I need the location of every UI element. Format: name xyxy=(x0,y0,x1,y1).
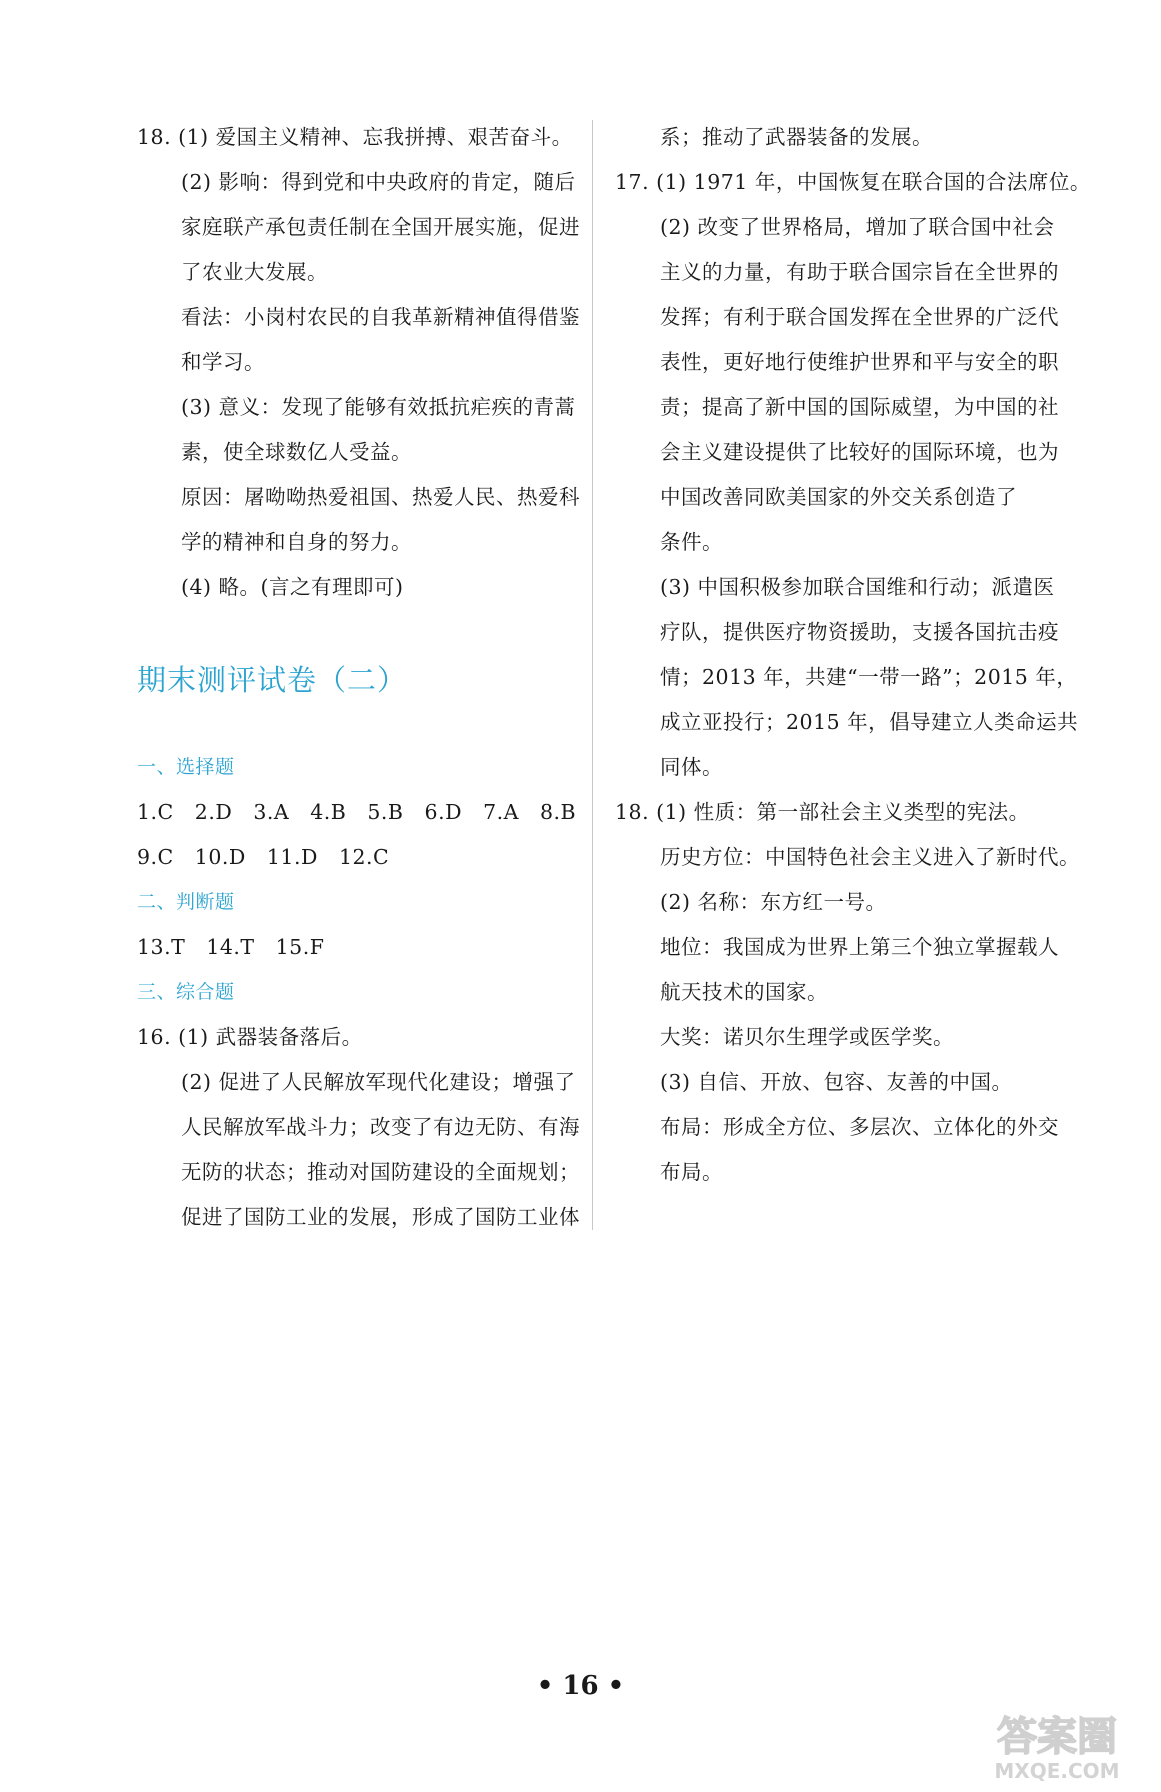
q18-line-8: 素，使全球数亿人受益。 xyxy=(181,440,412,464)
answer: 1.C xyxy=(137,800,174,824)
q18-line-10: 学的精神和自身的努力。 xyxy=(181,530,412,554)
answer: 15.F xyxy=(275,935,325,959)
q17-line-13: 成立亚投行；2015 年，倡导建立人类命运共 xyxy=(660,710,1079,734)
q18b-line-1: 18. (1) 性质：第一部社会主义类型的宪法。 xyxy=(615,800,1030,824)
q18b-line-9: 布局。 xyxy=(660,1160,723,1184)
q17-line-6: 责；提高了新中国的国际威望，为中国的社 xyxy=(660,395,1059,419)
q18-line-6: 和学习。 xyxy=(181,350,265,374)
q18-line-5: 看法：小岗村农民的自我革新精神值得借鉴 xyxy=(181,305,580,329)
choice-answers-row-1 xyxy=(137,797,590,827)
q18b-line-7: (3) 自信、开放、包容、友善的中国。 xyxy=(660,1070,1013,1094)
q18-line-3: 家庭联产承包责任制在全国开展实施，促进 xyxy=(181,215,580,239)
q18b-line-3: (2) 名称：东方红一号。 xyxy=(660,890,887,914)
q16-line-3: 人民解放军战斗力；改变了有边无防、有海 xyxy=(181,1115,580,1139)
choice-answers-row-2 xyxy=(137,842,403,872)
answer: 2.D xyxy=(194,800,233,824)
q16-line-1: 16. (1) 武器装备落后。 xyxy=(137,1025,363,1049)
q18-line-2: (2) 影响：得到党和中央政府的肯定，随后 xyxy=(181,170,576,194)
q17-line-3: 主义的力量，有助于联合国宗旨在全世界的 xyxy=(660,260,1059,284)
answer: 4.B xyxy=(310,800,347,824)
answer: 13.T xyxy=(137,935,186,959)
section-choice-heading: 一、选择题 xyxy=(137,756,235,778)
q18b-line-6: 大奖：诺贝尔生理学或医学奖。 xyxy=(660,1025,954,1049)
section-judge-heading: 二、判断题 xyxy=(137,891,235,913)
answer: 10.D xyxy=(194,845,246,869)
q17-line-8: 中国改善同欧美国家的外交关系创造了 xyxy=(660,485,1017,509)
q18-line-1: 18. (1) 爱国主义精神、忘我拼搏、艰苦奋斗。 xyxy=(137,125,573,149)
watermark-logo-icon xyxy=(962,1706,1152,1784)
q18b-line-2: 历史方位：中国特色社会主义进入了新时代。 xyxy=(660,845,1080,869)
q18-line-9: 原因：屠呦呦热爱祖国、热爱人民、热爱科 xyxy=(181,485,580,509)
q17-line-1: 17. (1) 1971 年，中国恢复在联合国的合法席位。 xyxy=(615,170,1091,194)
q17-line-4: 发挥；有利于联合国发挥在全世界的广泛代 xyxy=(660,305,1059,329)
judge-answers-row xyxy=(137,932,338,962)
q16-line-6: 系；推动了武器装备的发展。 xyxy=(660,125,933,149)
q17-line-9: 条件。 xyxy=(660,530,723,554)
q17-line-12: 情；2013 年，共建“一带一路”；2015 年， xyxy=(660,665,1078,689)
answer: 3.A xyxy=(253,800,290,824)
answer: 6.D xyxy=(424,800,463,824)
column-divider xyxy=(592,120,593,1230)
q17-line-2: (2) 改变了世界格局，增加了联合国中社会 xyxy=(660,215,1055,239)
q16-line-5: 促进了国防工业的发展，形成了国防工业体 xyxy=(181,1205,580,1229)
q17-line-14: 同体。 xyxy=(660,755,723,779)
q17-line-7: 会主义建设提供了比较好的国际环境，也为 xyxy=(660,440,1059,464)
answer: 5.B xyxy=(367,800,404,824)
section-comprehensive-heading: 三、综合题 xyxy=(137,981,235,1003)
q16-line-4: 无防的状态；推动对国防建设的全面规划； xyxy=(181,1160,580,1184)
answer: 14.T xyxy=(206,935,255,959)
answer: 8.B xyxy=(539,800,577,824)
q17-line-5: 表性，更好地行使维护世界和平与安全的职 xyxy=(660,350,1059,374)
q18-line-7: (3) 意义：发现了能够有效抵抗疟疾的青蒿 xyxy=(181,395,576,419)
answer: 11.D xyxy=(266,845,318,869)
q17-line-10: (3) 中国积极参加联合国维和行动；派遣医 xyxy=(660,575,1055,599)
exam-title: 期末测评试卷（二） xyxy=(137,663,408,697)
page-number: • 16 • xyxy=(536,1671,625,1701)
answer: 12.C xyxy=(338,845,390,869)
watermark-url: MXQE.COM xyxy=(994,1759,1120,1783)
q18b-line-8: 布局：形成全方位、多层次、立体化的外交 xyxy=(660,1115,1059,1139)
q18b-line-5: 航天技术的国家。 xyxy=(660,980,828,1004)
answer: 7.A xyxy=(483,800,519,824)
answer: 9.C xyxy=(137,845,174,869)
q16-line-2: (2) 促进了人民解放军现代化建设；增强了 xyxy=(181,1070,576,1094)
q17-line-11: 疗队，提供医疗物资援助，支援各国抗击疫 xyxy=(660,620,1059,644)
watermark-text: 答案圈 xyxy=(997,1714,1117,1760)
q18b-line-4: 地位：我国成为世界上第三个独立掌握载人 xyxy=(660,935,1059,959)
q18-line-4: 了农业大发展。 xyxy=(181,260,328,284)
q18-line-11: (4) 略。(言之有理即可) xyxy=(181,575,404,599)
